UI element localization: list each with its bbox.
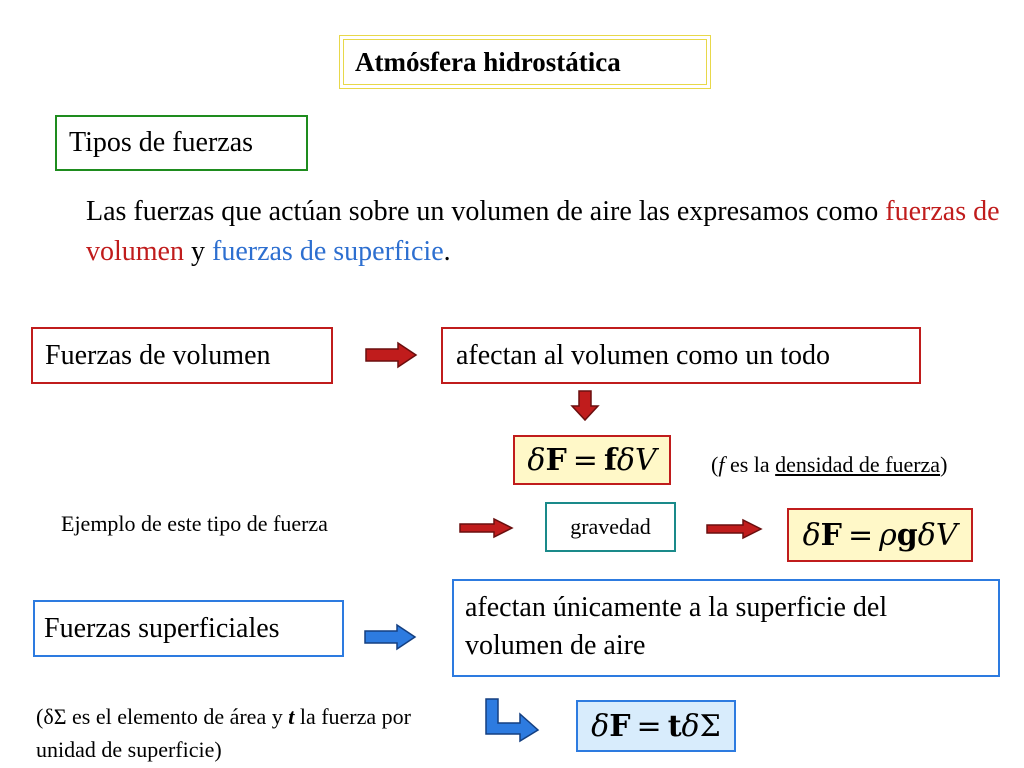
right-arrow-icon: [707, 519, 763, 539]
surface-force-equation: δ F = t δ Σ: [576, 700, 736, 752]
example-label: Ejemplo de este tipo de fuerza: [61, 511, 328, 536]
section-label: Tipos de fuerzas: [55, 115, 308, 171]
intro-period: .: [443, 236, 451, 267]
surface-forces-term: fuerzas de superficie: [212, 236, 444, 267]
surface-forces-description: afectan únicamente a la superficie del volumen de aire: [452, 579, 1000, 677]
density-term: densidad de fuerza: [775, 452, 941, 477]
right-arrow-icon: [365, 624, 417, 650]
gravity-example-box: gravedad: [545, 502, 676, 552]
bent-arrow-icon: [484, 697, 542, 743]
right-arrow-icon: [460, 518, 514, 538]
intro-connector: y: [191, 236, 205, 267]
intro-text: Las fuerzas que actúan sobre un volumen de aire las expresamos como: [86, 196, 879, 227]
volume-forces-description: afectan al volumen como un todo: [441, 327, 921, 384]
right-arrow-icon: [366, 342, 418, 368]
down-arrow-icon: [570, 390, 600, 422]
page-title: Atmósfera hidrostática: [343, 39, 707, 85]
volume-forces-box: Fuerzas de volumen: [31, 327, 333, 384]
volume-forces-term: fuerzas de volumen: [86, 196, 1000, 267]
volume-force-equation: δ F = f δV: [513, 435, 671, 485]
density-note: (f es la densidad de fuerza): [711, 452, 948, 477]
intro-paragraph: [86, 192, 1016, 272]
page-title-frame: [339, 35, 711, 89]
area-element-note: (δΣ es el elemento de área y t la fuerza por unidad de superficie): [36, 704, 411, 762]
gravity-force-equation: δ F = ρ g δV: [787, 508, 973, 562]
surface-forces-box: Fuerzas superficiales: [33, 600, 344, 657]
